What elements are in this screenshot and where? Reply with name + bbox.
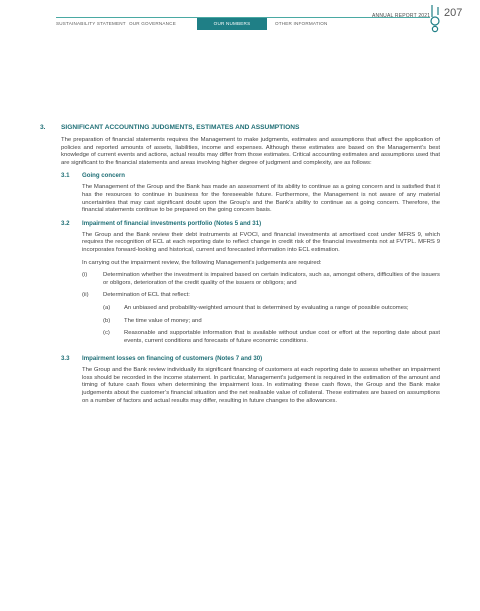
list-item (82, 272, 440, 287)
nav-tab-our-governance[interactable]: OUR GOVERNANCE (129, 21, 176, 26)
paragraph: The Group and the Bank review individually its significant financing of customers at each reporting date to assess whether an impairment loss should be recorded in the income statement. In particular, Management’s judgement is required in the estimation of the amount and timing of future cash flows when determining the impairment loss. In estimating these cash flows, the Group and the Bank make judgements about the customer’s financial situation and the net realisable value of collateral. These estimates are based on assumptions on a number of factors and actual results may differ, resulting in future changes to the allowances. (82, 367, 440, 404)
list-item (82, 292, 440, 350)
section-intro: The preparation of financial statements requires the Management to make judgments, estimates and assumptions that affect the application of policies and reported amounts of assets, liabilities, income and expenses. Although these estimates are based on the Management’s best knowledge of current events and actions, actual results may differ from those estimates. Critical accounting estimates and assumptions used that are significant to the financial statements and areas involving higher degree of judgment and complexity, are as follows: (61, 137, 440, 166)
subsection-heading-going-concern (61, 172, 440, 179)
paragraph: The Group and the Bank review their debt instruments at FVOCI, and financial investments at amortised cost under MFRS 9, which requires the recognition of ECL at each reporting date to reflect change in credit risk of the financial investments not at FVTPL. MFRS 9 incorporates forward-looking and historical, current and forecasted information into ECL estimation. (82, 231, 440, 253)
subsection-title: Impairment losses on financing of customers (Notes 7 and 30) (82, 355, 263, 363)
paragraph: The Management of the Group and the Bank has made an assessment of its ability to continue as a going concern and is satisfied that it has the resources to continue in business for the foreseeable future. Furthermore, the Management is not aware of any material uncertainties that may cast significant doubt upon the Group’s and the Bank’s ability to continue as a going concern. Therefore, the financial statements continue to be prepared on the going concern basis. (82, 184, 440, 214)
nav-tab-our-numbers[interactable]: OUR NUMBERS (197, 18, 267, 30)
subsection-heading-impairment-investments (61, 220, 440, 227)
list-item-text: Reasonable and supportable information that is available without undue cost or effort at the reporting date about past events, current conditions and forecasts of future economic conditions. (124, 330, 440, 344)
subsection-number: 3.3 (61, 355, 70, 363)
paragraph: In carrying out the impairment review, the following Management’s judgements are required: (82, 259, 322, 266)
list-marker: (i) (82, 272, 88, 279)
list-marker: (b) (103, 317, 111, 324)
report-title: ANNUAL REPORT 2021 (372, 13, 431, 19)
subsection-title: Impairment of financial investments portfolio (Notes 5 and 31) (82, 219, 262, 227)
page-content (40, 124, 440, 410)
list-item-text: An unbiased and probability-weighted amount that is determined by evaluating a range of possible outcomes; (124, 304, 409, 311)
list-marker: (a) (103, 304, 111, 311)
list-item-text: The time value of money; and (124, 317, 202, 324)
sublist-item (103, 305, 440, 313)
sublist-item (103, 330, 440, 345)
list-item-text: Determination whether the investment is impaired based on certain indicators, such as, amongst others, difficulties of the issuers or obligors, deterioration of the credit quality of the issuers or obligors; and (103, 272, 440, 286)
list-marker: (ii) (82, 292, 89, 299)
list-marker: (c) (103, 330, 110, 337)
section-title: SIGNIFICANT ACCOUNTING JUDGMENTS, ESTIMATES AND ASSUMPTIONS (61, 124, 300, 131)
nav-tab-sustainability-statement[interactable]: SUSTAINABILITY STATEMENT (56, 21, 126, 26)
bank-logo-icon (428, 3, 442, 33)
subsection-number: 3.2 (61, 219, 70, 227)
section-nav (56, 18, 335, 32)
page-header (0, 0, 480, 40)
section-number: 3. (40, 124, 46, 131)
subsection-heading-impairment-financing (61, 355, 440, 362)
sublist-item (103, 318, 440, 326)
subsection-title: Going concern (82, 172, 125, 180)
section-heading (40, 124, 440, 131)
subsection-number: 3.1 (61, 172, 70, 180)
page-number: 207 (444, 7, 463, 19)
nav-tab-other-information[interactable]: OTHER INFORMATION (275, 21, 328, 26)
list-item-text: Determination of ECL that reflect: (103, 292, 190, 299)
